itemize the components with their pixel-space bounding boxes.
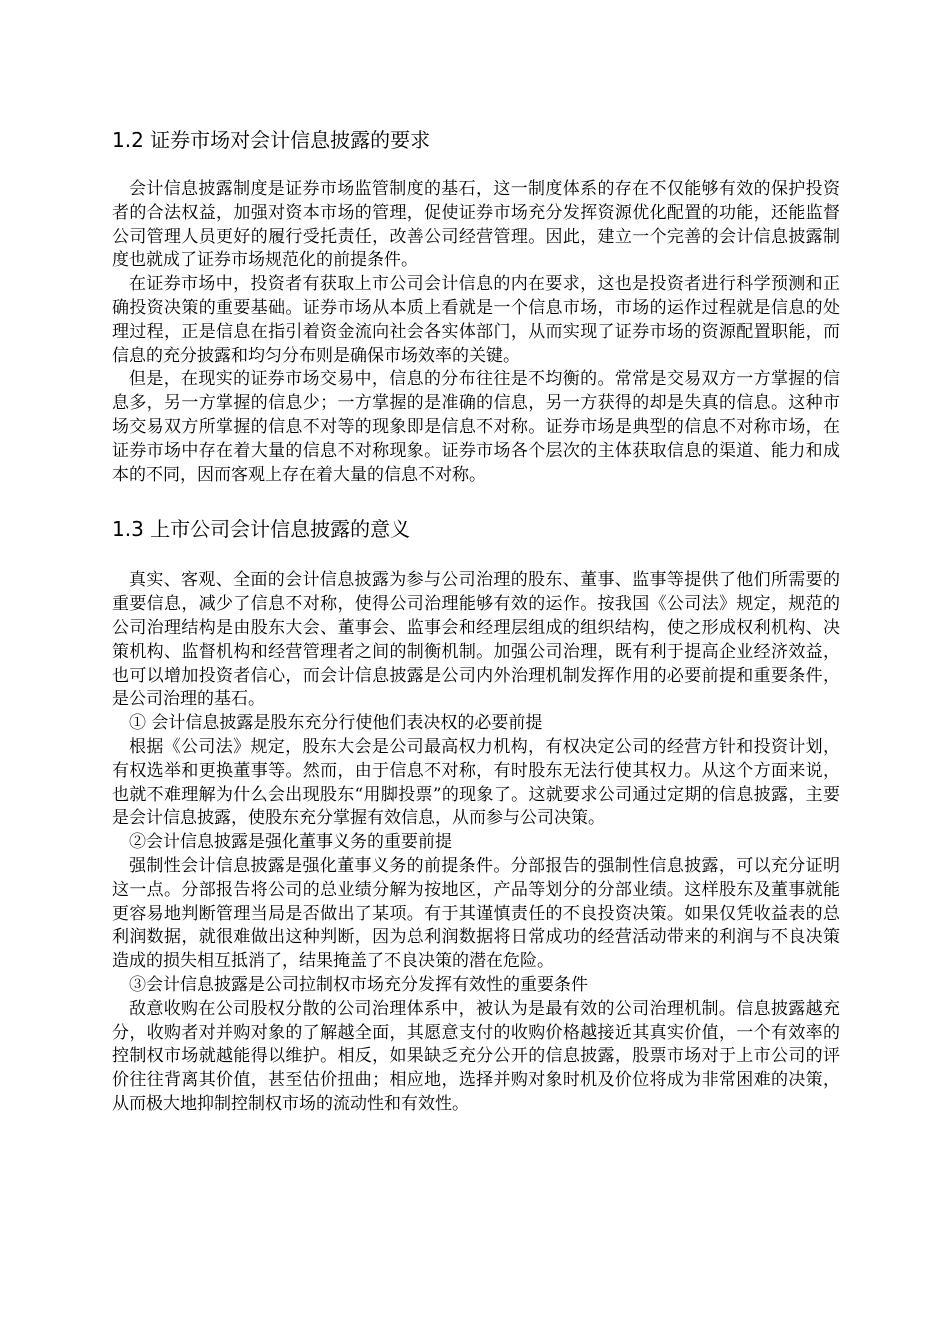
paragraph: 根据《公司法》规定，股东大会是公司最高权力机构，有权决定公司的经营方针和投资计划，有权选举和更换董事等。然而，由于信息不对称，有时股东无法行使其权力。从这个方面来说，也就不难理解为什么会出现股东“用脚投票”的现象了。这就要求公司通过定期的信息披露，主要是会计信息披露，使股东充分掌握有效信息，从而参与公司决策。 (112, 736, 840, 829)
section-heading-1-2: 1.2 证券市场对会计信息披露的要求 (112, 128, 431, 152)
paragraph: 但是，在现实的证券市场交易中，信息的分布往往是不均衡的。常常是交易双方一方掌握的信息多，另一方掌握的信息少；一方掌握的是准确的信息，另一方获得的却是失真的信息。这种市场交易双方所掌握的信息不对等的现象即是信息不对称。证券市场是典型的信息不对称市场，在证券市场中存在着大量的信息不对称现象。证券市场各个层次的主体获取信息的渠道、能力和成本的不同，因而客观上存在着大量的信息不对称。 (112, 369, 840, 485)
paragraph: 敌意收购在公司股权分散的公司治理体系中，被认为是最有效的公司治理机制。信息披露越充分，收购者对并购对象的了解越全面，其愿意支付的收购价格越接近其真实价值，一个有效率的控制权市场就越能得以维护。相反，如果缺乏充分公开的信息披露，股票市场对于上市公司的评价往往背离其价值，甚至估价扭曲；相应地，选择并购对象时机及价位将成为非常困难的决策，从而极大地抑制控制权市场的流动性和有效性。 (112, 998, 840, 1114)
paragraph: 强制性会计信息披露是强化董事义务的前提条件。分部报告的强制性信息披露，可以充分证明这一点。分部报告将公司的总业绩分解为按地区，产品等划分的分部业绩。这样股东及董事就能更容易地判断管理当局是否做出了某项。有于其谨慎责任的不良投资决策。如果仅凭收益表的总利润数据，就很难做出这种判断，因为总利润数据将日常成功的经营活动带来的利润与不良决策造成的损失相互抵消了，结果掩盖了不良决策的潜在危险。 (112, 855, 840, 972)
point-2-title: ②会计信息披露是强化董事义务的重要前提 (129, 832, 452, 853)
document-page (112, 112, 840, 1117)
section-heading-1-3: 1.3 上市公司会计信息披露的意义 (112, 517, 411, 542)
paragraph: 会计信息披露制度是证券市场监管制度的基石，这一制度体系的存在不仅能够有效的保护投资者的合法权益，加强对资本市场的管理，促使证券市场充分发挥资源优化配置的功能，还能监督公司管理人员更好的履行受托责任，改善公司经营管理。因此，建立一个完善的会计信息披露制度也就成了证券市场规范化的前提条件。 (112, 179, 840, 271)
paragraph: 真实、客观、全面的会计信息披露为参与公司治理的股东、董事、监事等提供了他们所需要的重要信息，减少了信息不对称，使得公司治理能够有效的运作。按我国《公司法》规定，规范的公司治理结构是由股东大会、董事会、监事会和经理层组成的组织结构，使之形成权利机构、决策机构、监督机构和经营管理者之间的制衡机制。加强公司治理，既有利于提高企业经济效益，也可以增加投资者信心，而会计信息披露是公司内外治理机制发挥作用的必要前提和重要条件，是公司治理的基石。 (112, 570, 840, 710)
point-1-title: ① 会计信息披露是股东充分行使他们表决权的必要前提 (129, 713, 543, 734)
paragraph: 在证券市场中，投资者有获取上市公司会计信息的内在要求，这也是投资者进行科学预测和正确投资决策的重要基础。证券市场从本质上看就是一个信息市场，市场的运作过程就是信息的处理过程，正是信息在指引着资金流向社会各实体部门，从而实现了证券市场的资源配置职能，而信息的充分披露和均匀分布则是确保市场效率的关键。 (112, 274, 840, 366)
point-3-title: ③会计信息披露是公司拉制权市场充分发挥有效性的重要条件 (129, 974, 588, 995)
